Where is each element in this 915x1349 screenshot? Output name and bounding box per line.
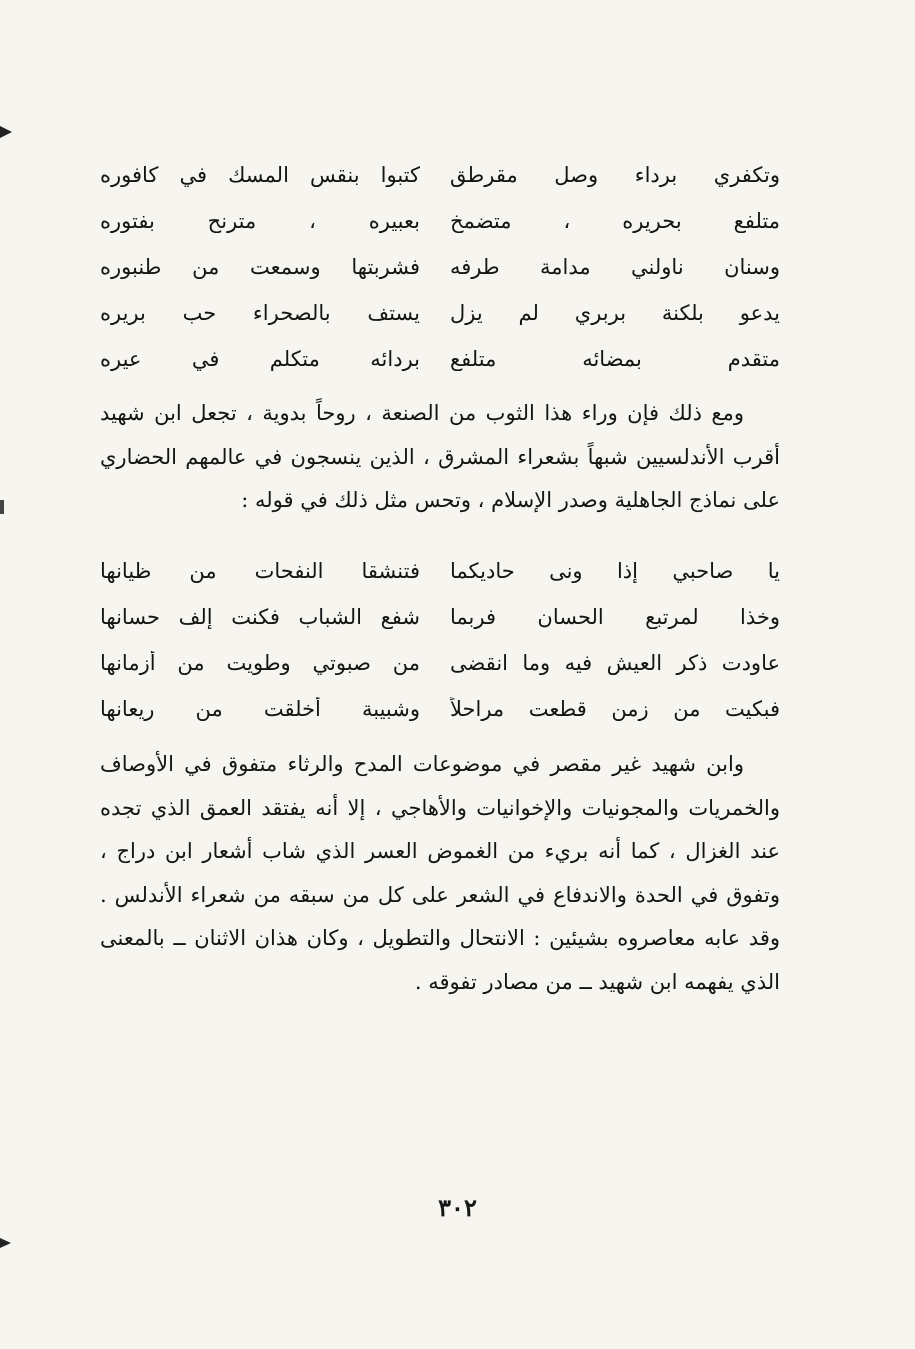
verse-second-hemistich: يستف بالصحراء حب بريره bbox=[100, 301, 420, 325]
verse-first-hemistich: يا صاحبي إذا ونى حاديكما bbox=[450, 559, 780, 583]
scan-edge-mark bbox=[0, 126, 12, 138]
verse-first-hemistich: وسنان ناولني مدامة طرفه bbox=[450, 255, 780, 279]
scan-edge-mark bbox=[0, 1238, 11, 1248]
poem-verse bbox=[100, 198, 780, 244]
poem-block-1 bbox=[100, 152, 780, 382]
poem-verse bbox=[100, 686, 780, 732]
verse-second-hemistich: بعبيره ، مترنح بفتوره bbox=[100, 209, 420, 233]
verse-first-hemistich: فبكيت من زمن قطعت مراحلاً bbox=[450, 697, 780, 721]
poem-verse bbox=[100, 152, 780, 198]
poem-verse bbox=[100, 594, 780, 640]
page-number: ٣٠٢ bbox=[438, 1193, 477, 1222]
verse-first-hemistich: وخذا لمرتبع الحسان فربما bbox=[450, 605, 780, 629]
prose-paragraph-2 bbox=[100, 743, 780, 1004]
verse-second-hemistich: فتنشقا النفحات من ظيانها bbox=[100, 559, 420, 583]
verse-second-hemistich: من صبوتي وطويت من أزمانها bbox=[100, 651, 420, 675]
prose-paragraph-1 bbox=[100, 392, 780, 523]
poem-verse bbox=[100, 548, 780, 594]
verse-second-hemistich: كتبوا بنقس المسك في كافوره bbox=[100, 163, 420, 187]
verse-second-hemistich: وشبيبة أخلقت من ريعانها bbox=[100, 697, 420, 721]
verse-first-hemistich: متقدم بمضائه متلفع bbox=[450, 347, 780, 371]
verse-first-hemistich: يدعو بلكنة بربري لم يزل bbox=[450, 301, 780, 325]
verse-first-hemistich: عاودت ذكر العيش فيه وما انقضى bbox=[450, 651, 780, 675]
paragraph-text: وابن شهيد غير مقصر في موضوعات المدح والرثاء متفوق في الأوصاف والخمريات والمجونيات والإخوانيات والأهاجي ، إلا أنه يفتقد العمق الذي تجده عند الغزال ، كما أنه بريء من الغموض العسر الذي شاب أشعار ابن دراج ، وتفوق في الحدة والاندفاع في الشعر على كل من سبقه من شعراء الأندلس . وقد عابه معاصروه بشيئين : الانتحال والتطويل ، وكان هذان الاثنان ــ بالمعنى الذي يفهمه ابن شهيد ــ من مصادر تفوقه . bbox=[100, 752, 780, 994]
verse-first-hemistich: متلفع بحريره ، متضمخ bbox=[450, 209, 780, 233]
verse-second-hemistich: شفع الشباب فكنت إلف حسانها bbox=[100, 605, 420, 629]
verse-second-hemistich: فشربتها وسمعت من طنبوره bbox=[100, 255, 420, 279]
poem-verse bbox=[100, 290, 780, 336]
verse-first-hemistich: وتكفري برداء وصل مقرطق bbox=[450, 163, 780, 187]
poem-verse bbox=[100, 336, 780, 382]
poem-block-2 bbox=[100, 548, 780, 732]
scan-edge-mark bbox=[0, 500, 4, 514]
poem-verse bbox=[100, 640, 780, 686]
poem-verse bbox=[100, 244, 780, 290]
paragraph-text: ومع ذلك فإن وراء هذا الثوب من الصنعة ، روحاً بدوية ، تجعل ابن شهيد أقرب الأندلسيين شبهاً بشعراء المشرق ، الذين ينسجون في عالمهم الحضاري على نماذج الجاهلية وصدر الإسلام ، وتحس مثل ذلك في قوله : bbox=[100, 401, 780, 512]
verse-second-hemistich: بردائه متكلم في عيره bbox=[100, 347, 420, 371]
